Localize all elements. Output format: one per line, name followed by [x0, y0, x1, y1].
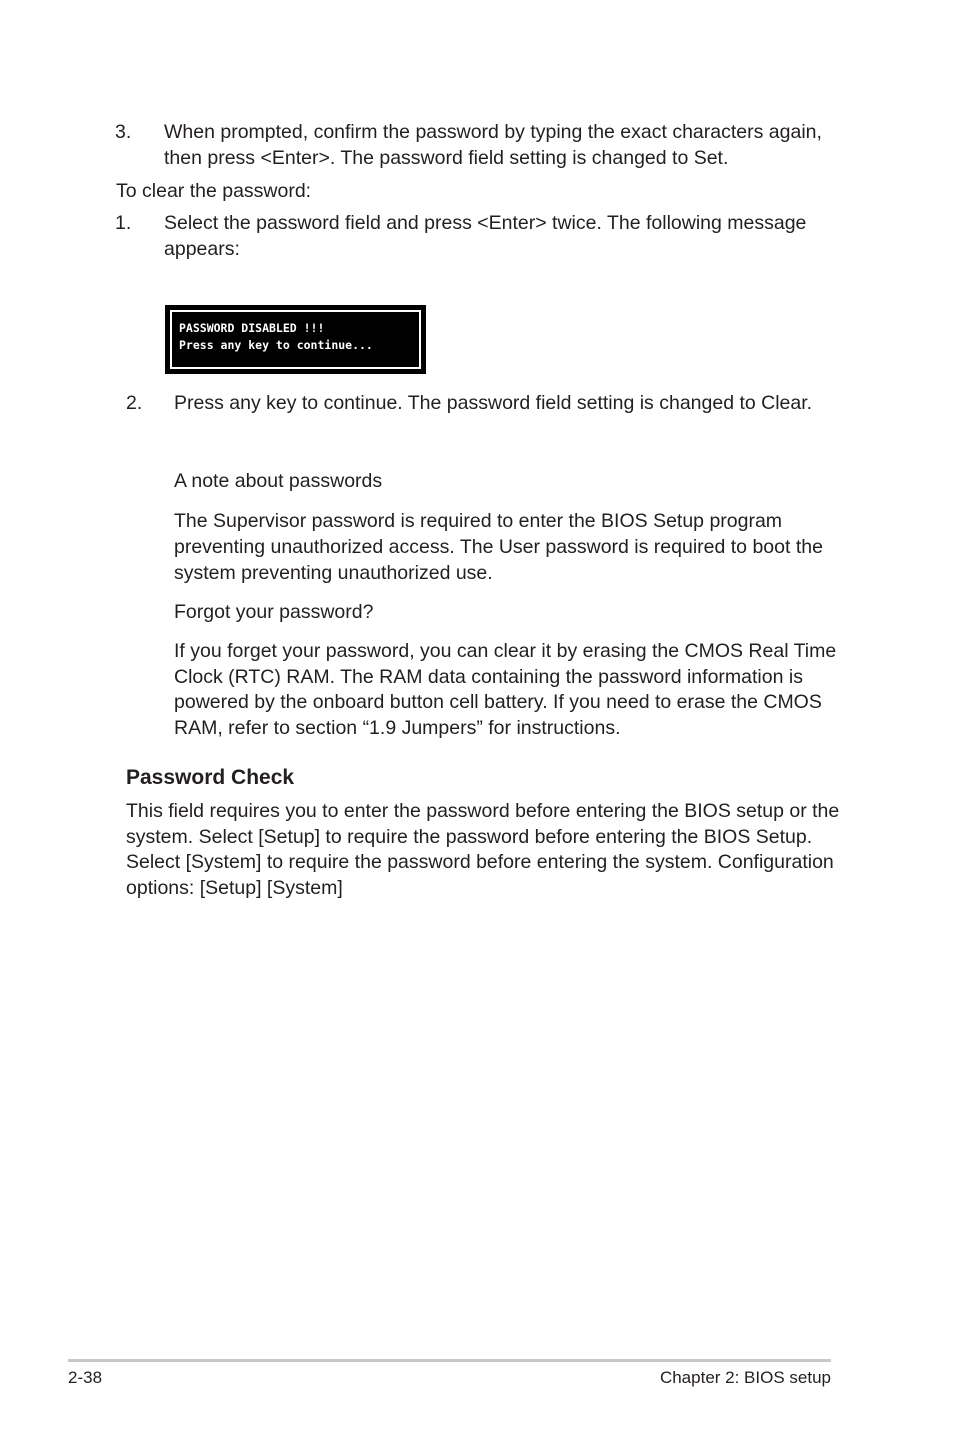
body-line: This field requires you to enter the password before entering the BIOS setup or the: [126, 800, 840, 822]
step-2-number: 2.: [126, 392, 143, 414]
note-line: If you forget your password, you can clear it by erasing the CMOS Real Time: [174, 640, 837, 662]
note-paragraph-forgot: [174, 639, 836, 742]
password-check-heading: Password Check: [126, 766, 295, 789]
clear-password-intro: To clear the password:: [116, 180, 312, 202]
bios-message-line: PASSWORD DISABLED !!!: [179, 321, 325, 335]
note-line: RAM, refer to section “1.9 Jumpers” for instructions.: [174, 717, 621, 740]
step-1-number: 1.: [115, 212, 132, 234]
password-check-body: [126, 799, 839, 901]
body-line: system. Select [Setup] to require the password before entering the BIOS Setup.: [126, 825, 813, 848]
bios-message-line: Press any key to continue...: [179, 338, 373, 352]
step-2-text: [174, 390, 812, 416]
note-line: powered by the onboard button cell battery. If you need to erase the CMOS: [174, 691, 822, 714]
step-3-text: [164, 119, 822, 171]
step-3-line: When prompted, confirm the password by typing the exact characters again,: [164, 121, 822, 143]
note-line: preventing unauthorized access. The User password is required to boot the: [174, 536, 823, 558]
note-title-passwords: A note about passwords: [174, 470, 383, 492]
page-number: 2-38: [68, 1368, 103, 1387]
chapter-title: Chapter 2: BIOS setup: [659, 1368, 831, 1387]
footer-rule: [68, 1359, 831, 1362]
step-1-line: Select the password field and press <Enter> twice. The following message: [164, 212, 807, 234]
step-2-line: Press any key to continue. The password field setting is changed to Clear.: [174, 392, 813, 414]
body-line: options: [Setup] [System]: [126, 876, 343, 899]
note-line: Clock (RTC) RAM. The RAM data containing the password information is: [174, 665, 803, 688]
step-1-line: appears:: [164, 238, 240, 260]
note-paragraph-supervisor: [174, 508, 823, 586]
body-line: Select [System] to require the password before entering the system. Configuration: [126, 851, 834, 873]
note-line: The Supervisor password is required to enter the BIOS Setup program: [174, 510, 783, 532]
step-1-text: [164, 210, 806, 262]
note-line: system preventing unauthorized use.: [174, 562, 493, 584]
note-title-forgot: Forgot your password?: [174, 601, 374, 623]
step-3-line: then press <Enter>. The password field setting is changed to Set.: [164, 147, 729, 169]
step-3-number: 3.: [115, 121, 132, 143]
bios-message-box: [165, 305, 426, 374]
